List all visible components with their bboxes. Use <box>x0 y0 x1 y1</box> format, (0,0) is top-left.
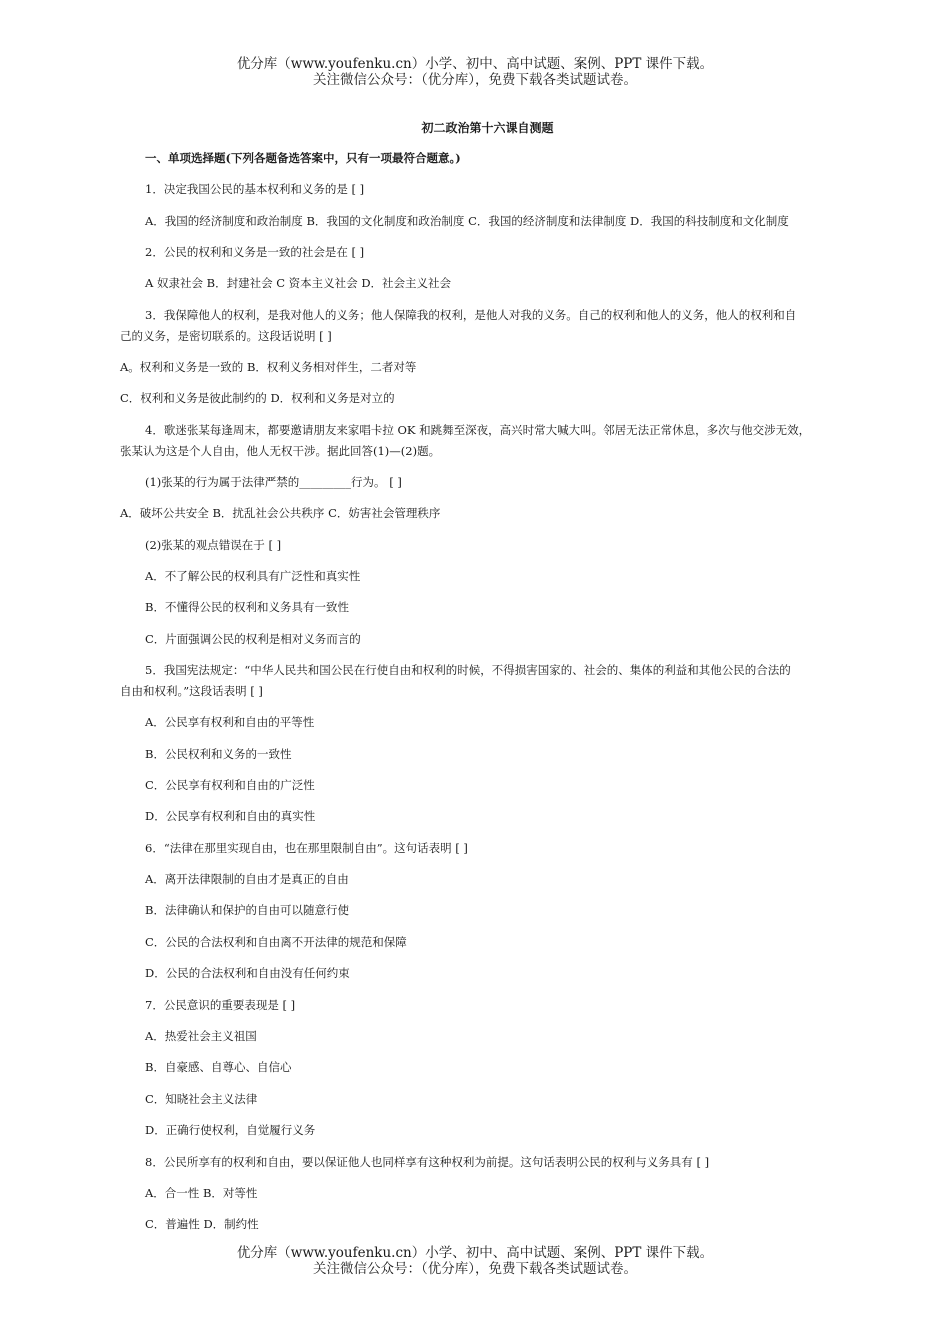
q4-sub2-option-b: B．不懂得公民的权利和义务具有一致性 <box>145 600 349 614</box>
header-line-1: 优分库（www.youfenku.cn）小学、初中、高中试题、案例、PPT 课件下载。 <box>236 56 714 72</box>
q5-option-a: A．公民享有权利和自由的平等性 <box>145 715 315 729</box>
q7-option-d: D．正确行使权利，自觉履行义务 <box>145 1123 316 1137</box>
q4-sub1-stem: (1)张某的行为属于法律严禁的_________行为。 [ ] <box>145 475 402 489</box>
q5-option-b: B．公民权利和义务的一致性 <box>145 747 292 761</box>
header-line-2: 关注微信公众号：（优分库），免费下载各类试题试卷。 <box>313 72 637 88</box>
q3-options-ab: A。权利和义务是一致的 B．权利义务相对伴生，二者对等 <box>120 360 417 374</box>
q4-sub2-stem: (2)张某的观点错误在于 [ ] <box>145 538 282 552</box>
q5-option-d: D．公民享有权利和自由的真实性 <box>145 809 316 823</box>
q7-stem: 7．公民意识的重要表现是 [ ] <box>145 998 296 1012</box>
q2-options: A 奴隶社会 B．封建社会 C 资本主义社会 D．社会主义社会 <box>145 276 452 290</box>
page-footer <box>0 1245 950 1277</box>
q7-option-a: A．热爱社会主义祖国 <box>145 1029 257 1043</box>
q7-option-b: B．自豪感、自尊心、自信心 <box>145 1060 292 1074</box>
section-heading: 一、单项选择题(下列各题备选答案中，只有一项最符合题意。) <box>145 151 461 165</box>
q6-stem: 6．“法律在那里实现自由，也在那里限制自由”。这句话表明 [ ] <box>145 841 468 855</box>
footer-line-2: 关注微信公众号：（优分库），免费下载各类试题试卷。 <box>313 1261 637 1277</box>
footer-line-1: 优分库（www.youfenku.cn）小学、初中、高中试题、案例、PPT 课件下载。 <box>236 1245 714 1261</box>
q3-stem-line-1: 3．我保障他人的权利，是我对他人的义务；他人保障我的权利，是他人对我的义务。自己的权利和他人的义务，他人的权利和自 <box>145 308 797 322</box>
q2-stem: 2．公民的权利和义务是一致的社会是在 [ ] <box>145 245 365 259</box>
q4-stem-line-2: 张某认为这是个人自由，他人无权干涉。据此回答(1)—(2)题。 <box>120 444 441 458</box>
q4-sub2-option-a: A．不了解公民的权利具有广泛性和真实性 <box>145 569 361 583</box>
q5-stem-line-1: 5．我国宪法规定：“中华人民共和国公民在行使自由和权利的时候，不得损害国家的、社会的、集体的利益和其他公民的合法的 <box>145 663 791 677</box>
q5-stem-line-2: 自由和权利。”这段话表明 [ ] <box>120 684 263 698</box>
q1-options: A．我国的经济制度和政治制度 B．我国的文化制度和政治制度 C．我国的经济制度和法律制度 D．我国的科技制度和文化制度 <box>145 214 789 228</box>
q4-sub2-option-c: C．片面强调公民的权利是相对义务而言的 <box>145 632 361 646</box>
q6-option-b: B．法律确认和保护的自由可以随意行使 <box>145 903 349 917</box>
q5-option-c: C．公民享有权利和自由的广泛性 <box>145 778 315 792</box>
q6-option-a: A．离开法律限制的自由才是真正的自由 <box>145 872 349 886</box>
q6-option-c: C．公民的合法权利和自由离不开法律的规范和保障 <box>145 935 407 949</box>
q3-stem-line-2: 己的义务，是密切联系的。这段话说明 [ ] <box>120 329 332 343</box>
q6-option-d: D．公民的合法权利和自由没有任何约束 <box>145 966 350 980</box>
q1-stem: 1．决定我国公民的基本权利和义务的是 [ ] <box>145 182 365 196</box>
q8-stem: 8．公民所享有的权利和自由，要以保证他人也同样享有这种权利为前提。这句话表明公民的权利与义务具有 [ ] <box>145 1155 710 1169</box>
q3-options-cd: C．权利和义务是彼此制约的 D．权利和义务是对立的 <box>120 391 395 405</box>
q7-option-c: C．知晓社会主义法律 <box>145 1092 258 1106</box>
q8-options-ab: A．合一性 B．对等性 <box>145 1186 258 1200</box>
page-title: 初二政治第十六课自测题 <box>421 121 554 135</box>
q8-options-cd: C．普遍性 D．制约性 <box>145 1217 259 1231</box>
q4-sub1-options: A．破坏公共安全 B．扰乱社会公共秩序 C．妨害社会管理秩序 <box>120 506 441 520</box>
q4-stem-line-1: 4．歌迷张某每逢周末，都要邀请朋友来家唱卡拉 OK 和跳舞至深夜，高兴时常大喊大叫。邻居无法正常休息，多次与他交涉无效， <box>145 423 811 437</box>
page-header <box>0 56 950 88</box>
